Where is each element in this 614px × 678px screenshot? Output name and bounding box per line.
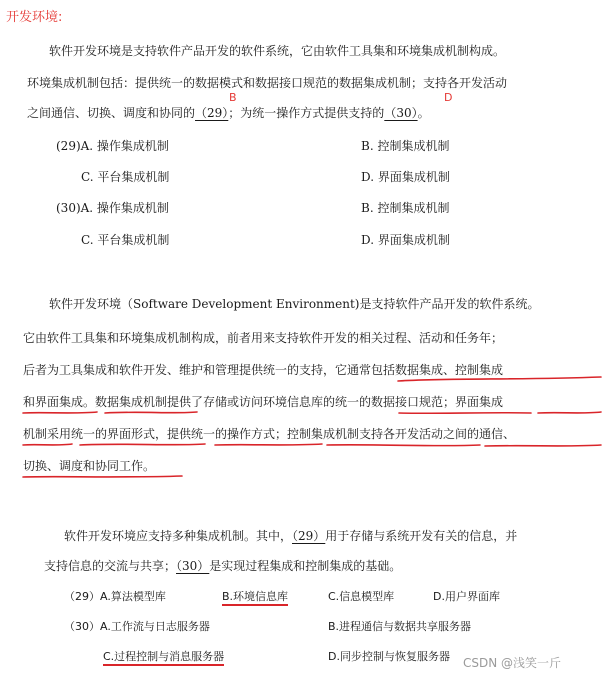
handwritten-answer-29: B (229, 91, 237, 104)
q29b-option-b: B.环境信息库 (222, 588, 288, 604)
q30-option-b: B. 控制集成机制 (361, 201, 450, 215)
block2-line-1: 软件开发环境（Software Development Environment)是支持软件产品开发的软件系统。 (49, 297, 540, 311)
q29-option-d: D. 界面集成机制 (361, 170, 450, 184)
blank-29: （29） (292, 529, 326, 543)
q29-label: (29) (56, 139, 81, 153)
block3-line-1: 软件开发环境应支持多种集成机制。其中，（29）用于存储与系统开发有关的信息，并 (64, 529, 518, 543)
q30b-label: （30） (64, 620, 100, 633)
q30b-option-c: C.过程控制与消息服务器 (103, 648, 224, 664)
q29b-label: （29） (64, 590, 100, 603)
block2-line-2: 它由软件工具集和环境集成机制构成，前者用来支持软件开发的相关过程、活动和任务年； (23, 331, 504, 345)
q30b-row (64, 618, 210, 634)
q29-option-c: C. 平台集成机制 (81, 170, 170, 184)
section-heading: 开发环境: (6, 10, 63, 25)
q30-option-a: A. 操作集成机制 (80, 201, 169, 215)
q29b-option-a: A.算法模型库 (100, 590, 166, 603)
q30b-option-b: B.进程通信与数据共享服务器 (328, 620, 472, 633)
q30-label: (30) (56, 201, 81, 215)
block1-line-2: 环境集成机制包括：提供统一的数据模式和数据接口规范的数据集成机制；支持各开发活动 (27, 76, 508, 90)
block2-line-6: 切换、调度和协同工作。 (23, 459, 156, 473)
blank-29: （29） (195, 106, 229, 120)
csdn-watermark: CSDN @浅笑一斤 (463, 656, 562, 670)
handwritten-answer-30: D (444, 91, 453, 104)
block2-line-3: 后者为工具集成和软件开发、维护和管理提供统一的支持，它通常包括数据集成、控制集成 (23, 363, 504, 377)
q29b-option-d: D.用户界面库 (433, 590, 500, 603)
q30-option-c: C. 平台集成机制 (81, 233, 170, 247)
q29b-row (64, 588, 166, 604)
block3-line-2: 支持信息的交流与共享；（30）是实现过程集成和控制集成的基础。 (44, 559, 402, 573)
q30-row-1 (56, 199, 169, 216)
blank-30: （30） (384, 106, 418, 120)
q29b-option-c: C.信息模型库 (328, 590, 395, 603)
blank-30: （30） (176, 559, 210, 573)
block2-line-5: 机制采用统一的界面形式，提供统一的操作方式；控制集成机制支持各开发活动之间的通信、 (23, 427, 516, 441)
q29-option-a: A. 操作集成机制 (80, 139, 169, 153)
block1-line-3: 之间通信、切换、调度和协同的（29）；为统一操作方式提供支持的（30）。 (27, 106, 430, 120)
q29-row-1 (56, 137, 169, 154)
q30b-option-a: A.工作流与日志服务器 (100, 620, 210, 633)
q30-option-d: D. 界面集成机制 (361, 233, 450, 247)
block1-line-1: 软件开发环境是支持软件产品开发的软件系统，它由软件工具集和环境集成机制构成。 (49, 44, 506, 58)
block2-line-4: 和界面集成。数据集成机制提供了存储或访问环境信息库的统一的数据接口规范；界面集成 (23, 395, 504, 409)
q30b-option-d: D.同步控制与恢复服务器 (328, 650, 450, 663)
q29-option-b: B. 控制集成机制 (361, 139, 450, 153)
